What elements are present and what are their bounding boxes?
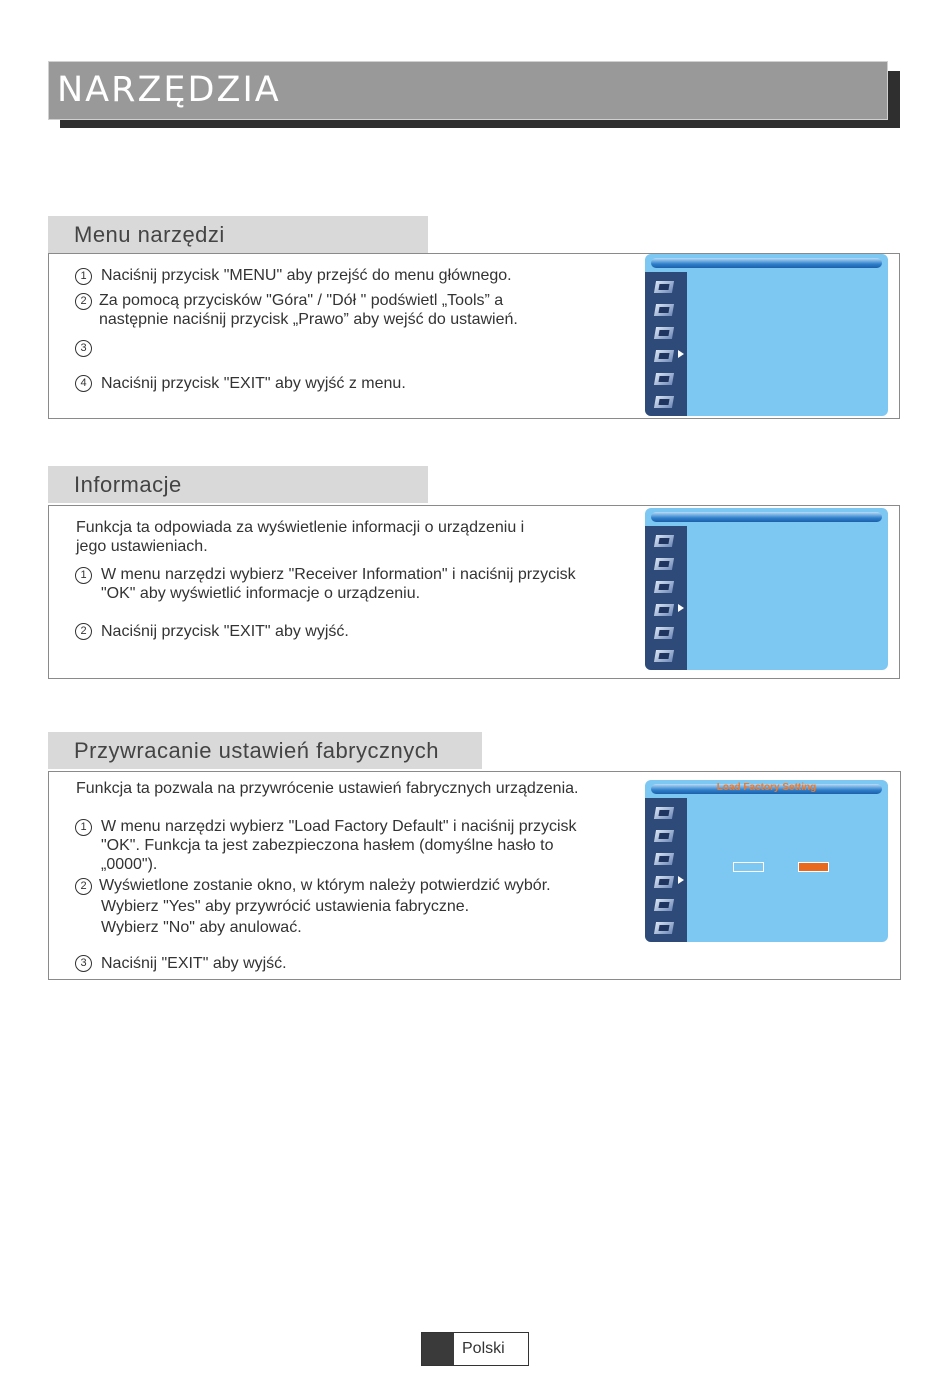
monitor-icon (653, 278, 677, 296)
film-reel-icon (653, 578, 677, 596)
intro-text: jego ustawieniach. (76, 538, 208, 555)
tools-icon (653, 601, 677, 619)
intro-text: Funkcja ta pozwala na przywrócenie ustawień fabrycznych urządzenia. (76, 780, 579, 797)
step-text: Naciśnij przycisk "EXIT" aby wyjść. (101, 623, 349, 640)
section-tab-menu (48, 216, 428, 253)
footer-language: Polski (462, 1340, 505, 1357)
section-heading: Informacje (74, 472, 182, 497)
step-text: Za pomocą przycisków "Góra" / "Dół " podświetl „Tools” a (99, 292, 504, 309)
monitor-icon (653, 804, 677, 822)
page-title: NARZĘDZIA (57, 70, 281, 110)
step-text: Wyświetlone zostanie okno, w którym należy potwierdzić wybór. (99, 877, 551, 894)
step-number: 4 (75, 375, 92, 392)
edit-icon (653, 624, 677, 642)
tv-sidebar (645, 798, 687, 942)
section-tab-factory (48, 732, 482, 769)
step-number: 2 (75, 878, 92, 895)
tools-icon (653, 347, 677, 365)
section-heading: Przywracanie ustawień fabrycznych (74, 738, 439, 763)
yes-button[interactable] (733, 862, 764, 872)
step-number: 2 (75, 293, 92, 310)
selection-arrow-icon (678, 604, 684, 612)
tv-header-bar (651, 258, 882, 268)
step-number: 3 (75, 340, 92, 357)
step-number: 2 (75, 623, 92, 640)
step-text: Wybierz "Yes" aby przywrócić ustawienia fabryczne. (101, 898, 470, 915)
intro-text: Funkcja ta odpowiada za wyświetlenie informacji o urządzeniu i (76, 519, 525, 536)
clapper-icon (653, 919, 677, 937)
film-reel-icon (653, 850, 677, 868)
dish-icon (653, 301, 677, 319)
tools-icon (653, 873, 677, 891)
step-text: następnie naciśnij przycisk „Prawo” aby wejść do ustawień. (99, 311, 518, 328)
film-reel-icon (653, 324, 677, 342)
step-text: Naciśnij przycisk "MENU" aby przejść do menu głównego. (101, 267, 512, 284)
tv-menu-screenshot (645, 254, 888, 416)
dish-icon (653, 555, 677, 573)
title-banner (48, 61, 888, 120)
tv-factory-screenshot (645, 780, 888, 942)
factory-dialog-title: Load Factory Setting (716, 782, 817, 793)
step-text: Wybierz "No" aby anulować. (101, 919, 302, 936)
selection-arrow-icon (678, 876, 684, 884)
footer-block (422, 1333, 454, 1365)
step-number: 1 (75, 819, 92, 836)
dish-icon (653, 827, 677, 845)
section-tab-info (48, 466, 428, 503)
step-text: Naciśnij przycisk "EXIT" aby wyjść z menu. (101, 375, 406, 392)
tv-info-screenshot (645, 508, 888, 670)
no-button[interactable] (798, 862, 829, 872)
tv-sidebar (645, 272, 687, 416)
edit-icon (653, 370, 677, 388)
edit-icon (653, 896, 677, 914)
step-text: Naciśnij "EXIT" aby wyjść. (101, 955, 287, 972)
step-number: 1 (75, 567, 92, 584)
page-footer (421, 1332, 529, 1366)
step-number: 1 (75, 268, 92, 285)
step-text: W menu narzędzi wybierz "Load Factory Default" i naciśnij przycisk (101, 818, 577, 835)
clapper-icon (653, 647, 677, 665)
tv-header-bar (651, 512, 882, 522)
tv-sidebar (645, 526, 687, 670)
monitor-icon (653, 532, 677, 550)
clapper-icon (653, 393, 677, 411)
step-number: 3 (75, 955, 92, 972)
step-text: W menu narzędzi wybierz "Receiver Information" i naciśnij przycisk (101, 566, 576, 583)
step-text: "OK" aby wyświetlić informacje o urządzeniu. (101, 585, 421, 602)
step-text: "OK". Funkcja ta jest zabezpieczona hasłem (domyślne hasło to (101, 837, 554, 854)
section-heading: Menu narzędzi (74, 222, 225, 247)
step-text: „0000"). (101, 856, 158, 873)
selection-arrow-icon (678, 350, 684, 358)
